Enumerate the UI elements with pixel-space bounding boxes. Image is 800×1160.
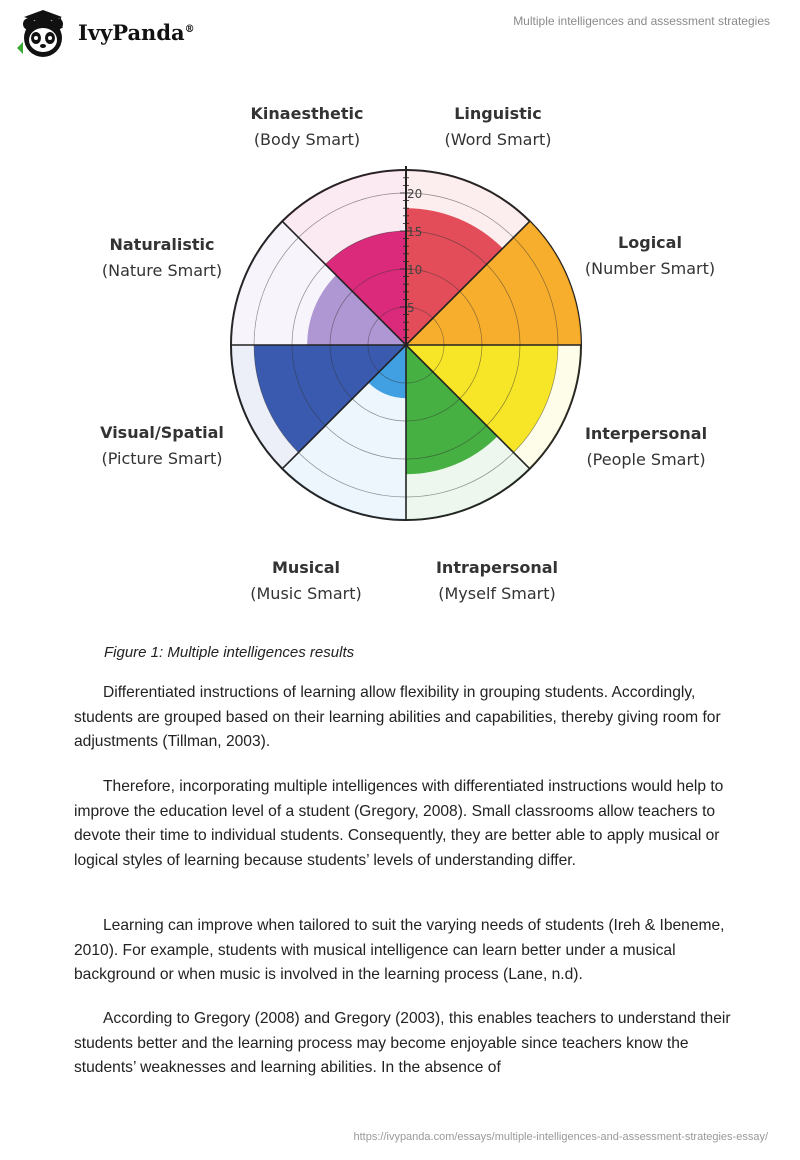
segment-sublabel-logical: (Number Smart) — [584, 259, 716, 278]
paragraph-3: Learning can improve when tailored to suit the varying needs of students (Ireh & Ibeneme, 2010). For example, students with musical intelligence can learn better under a musical background or when music is involved in the learning process (Lane, n.d). — [74, 917, 725, 983]
multiple-intelligences-chart — [90, 95, 720, 620]
radial-tick-label: 15 — [407, 225, 423, 239]
segment-sublabel-naturalistic: (Nature Smart) — [101, 261, 223, 280]
segment-label-intrapersonal: Intrapersonal — [435, 558, 559, 577]
segment-label-linguistic: Linguistic — [454, 104, 542, 123]
segment-sublabel-intrapersonal: (Myself Smart) — [438, 584, 556, 603]
segment-sublabel-visual-spatial: (Picture Smart) — [101, 449, 223, 468]
source-url[interactable]: https://ivypanda.com/essays/multiple-intelligences-and-assessment-strategies-essay/ — [353, 1131, 768, 1143]
segment-sublabel-linguistic: (Word Smart) — [444, 130, 552, 149]
segment-label-naturalistic: Naturalistic — [109, 235, 215, 254]
panda-logo-icon[interactable] — [14, 8, 72, 58]
segment-label-kinaesthetic: Kinaesthetic — [250, 104, 364, 123]
segment-sublabel-musical: (Music Smart) — [250, 584, 362, 603]
segment-label-visual-spatial: Visual/Spatial — [100, 423, 224, 442]
radial-tick-label: 20 — [407, 187, 423, 201]
segment-sublabel-kinaesthetic: (Body Smart) — [253, 130, 361, 149]
brand-name[interactable]: IvyPanda® — [78, 20, 195, 45]
radial-tick-label: 5 — [407, 301, 415, 315]
paragraph-1: Differentiated instructions of learning allow flexibility in grouping students. Accordingly, students are grouped based on their learning abilities and capabilities, thereby giving room for adjustments (Tillman, 2003). — [74, 684, 721, 750]
page-header — [0, 0, 800, 70]
document-title: Multiple intelligences and assessment strategies — [513, 14, 770, 28]
figure-caption: Figure 1: Multiple intelligences results — [104, 644, 355, 661]
segment-sublabel-interpersonal: (People Smart) — [586, 450, 706, 469]
segment-label-interpersonal: Interpersonal — [584, 424, 708, 443]
paragraph-4: According to Gregory (2008) and Gregory (2003), this enables teachers to understand their students better and the learning process may become enjoyable since teachers know the students’ weaknesses and learning abilities. In the absence of — [74, 1010, 731, 1076]
paragraph-2: Therefore, incorporating multiple intelligences with differentiated instructions would help to improve the education level of a student (Gregory, 2008). Small classrooms allow teachers to devote their time to individual students. Consequently, they are better able to apply musical or logical styles of learning because students’ levels of understanding differ. — [74, 778, 724, 869]
radial-tick-label: 10 — [407, 263, 423, 277]
segment-label-logical: Logical — [618, 233, 682, 252]
segment-label-musical: Musical — [271, 558, 341, 577]
